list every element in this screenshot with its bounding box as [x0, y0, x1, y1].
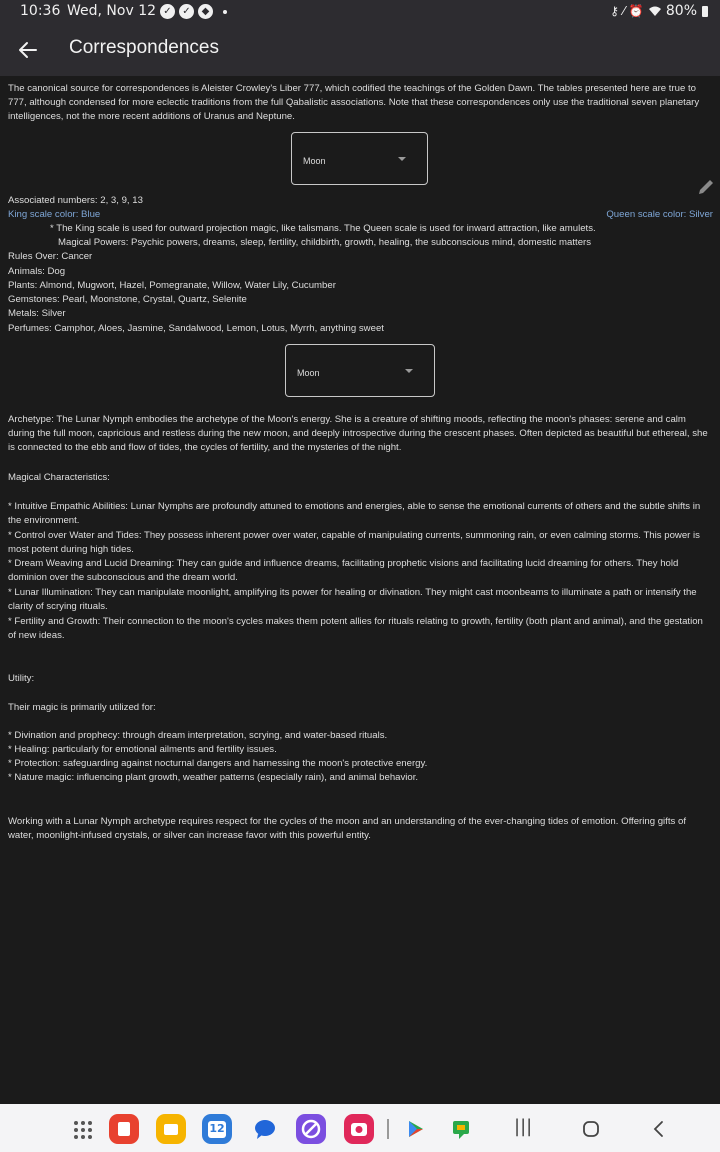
notes-app-icon[interactable] — [109, 1114, 139, 1144]
arrow-back-icon — [12, 34, 44, 66]
archetype-paragraph: Archetype: The Lunar Nymph embodies the archetype of the Moon's energy. She is a creature of shifting moods, reflecting the moon's phases: serene and calm during the full moon, capricious and restless during the new moon, and deeply introspective during the crescent phases. Often depicted as beautiful but ethereal, she is connected to the ebb and flow of tides, the cycles of fertility, and the mysteries of the night. — [8, 414, 708, 453]
utility-item: * Protection: safeguarding against nocturnal dangers and harnessing the moon's protective energy. — [8, 758, 428, 769]
check-circle-icon-2: ✓ — [179, 4, 194, 19]
closing-paragraph: Working with a Lunar Nymph archetype requires respect for the cycles of the moon and an understanding of the ever-changing tides of emotion. Offering gifts of water, moonlight-infused crystals, or silver can increase favor with this powerful entity. — [8, 816, 686, 841]
dropdown-arrow-icon — [405, 369, 413, 373]
calendar-date-badge: 12 — [209, 1122, 225, 1135]
characteristic-item: * Dream Weaving and Lucid Dreaming: They can guide and influence dreams, facilitating prophetic visions and facilitating lucid dreaming for others. They hold dominion over the subconscious and the dream world. — [8, 558, 679, 583]
utility-intro: Their magic is primarily utilized for: — [8, 702, 156, 713]
queen-scale-color[interactable]: Queen scale color: Silver — [606, 209, 713, 220]
mute-icon: ⁄ — [622, 4, 625, 18]
content-scroll-area[interactable] — [0, 76, 720, 1104]
status-date: Wed, Nov 12 — [67, 3, 157, 19]
taskbar — [0, 1104, 720, 1152]
rules-over: Rules Over: Cancer — [8, 251, 93, 262]
utility-heading: Utility: — [8, 673, 35, 684]
recent-apps-button[interactable]: ||| — [514, 1116, 533, 1137]
battery-percent: 80% — [665, 3, 697, 19]
characteristic-item: * Control over Water and Tides: They possess inherent power over water, capable of manipulating currents, summoning rain, or even calming storms. This power is most potent during high tides. — [8, 530, 700, 555]
pencil-icon — [696, 177, 716, 197]
chat-app-icon[interactable] — [446, 1114, 476, 1144]
edit-button[interactable] — [696, 177, 716, 197]
magical-characteristics-heading: Magical Characteristics: — [8, 472, 110, 483]
page-title: Correspondences — [69, 37, 219, 58]
alarm-icon: ⏰ — [628, 4, 644, 18]
animals: Animals: Dog — [8, 266, 66, 277]
camera-app-icon[interactable] — [344, 1114, 374, 1144]
app-bar — [0, 24, 720, 76]
battery-icon — [702, 6, 708, 17]
intro-paragraph: The canonical source for correspondences is Aleister Crowley's Liber 777, which codified the teachings of the Golden Dawn. The tables presented here are true to 777, although condensed for more eclectic traditions from the full Qabalistic associations. Note that these correspondences only use the traditional seven planetary intelligences, not the more recent additions of Uranus and Neptune. — [8, 83, 700, 122]
dropdown-arrow-icon — [398, 157, 406, 161]
perfumes: Perfumes: Camphor, Aloes, Jasmine, Sandalwood, Lemon, Lotus, Myrrh, anything sweet — [8, 323, 384, 334]
status-bar — [0, 0, 720, 24]
characteristic-item: * Intuitive Empathic Abilities: Lunar Nymphs are profoundly attuned to emotions and energies, able to sense the emotional currents of others and the subtle shifts in the environment. — [8, 501, 701, 526]
key-icon: ⚷ — [610, 4, 619, 18]
play-store-icon[interactable] — [400, 1114, 430, 1144]
shield-icon: ◆ — [198, 4, 213, 19]
associated-numbers: Associated numbers: 2, 3, 9, 13 — [8, 195, 143, 206]
dropdown-selected-value: Moon — [303, 156, 326, 166]
back-nav-button[interactable] — [652, 1120, 666, 1138]
utility-item: * Divination and prophecy: through dream interpretation, scrying, and water-based rituals. — [8, 730, 388, 741]
internet-app-icon[interactable] — [296, 1114, 326, 1144]
messages-app-icon[interactable] — [250, 1114, 280, 1144]
characteristic-item: * Fertility and Growth: Their connection to the moon's cycles makes them potent allies for rituals relating to growth, fertility (both plant and animal), and the gestation of new ideas. — [8, 616, 703, 641]
check-circle-icon: ✓ — [160, 4, 175, 19]
king-scale-color[interactable]: King scale color: Blue — [8, 209, 101, 220]
folder-app-icon[interactable] — [156, 1114, 186, 1144]
utility-item: * Nature magic: influencing plant growth, weather patterns (especially rain), and animal behavior. — [8, 772, 419, 783]
magical-powers: Magical Powers: Psychic powers, dreams, sleep, fertility, childbirth, growth, healing, the subconscious mind, domestic matters — [58, 237, 592, 248]
status-time: 10:36 — [20, 3, 61, 19]
system-icons — [610, 3, 708, 19]
app-drawer-icon[interactable] — [74, 1121, 92, 1139]
wifi-icon — [648, 5, 662, 17]
planet-dropdown-top[interactable] — [291, 132, 428, 185]
home-button[interactable] — [582, 1120, 600, 1138]
characteristic-item: * Lunar Illumination: They can manipulate moonlight, amplifying its power for healing or divination. They might cast moonbeams to illuminate a path or intensify the clarity of scrying rituals. — [8, 587, 697, 612]
utility-item: * Healing: particularly for emotional ailments and fertility issues. — [8, 744, 277, 755]
scale-note: * The King scale is used for outward projection magic, like talismans. The Queen scale is used for inward attraction, like amulets. — [50, 223, 596, 234]
calendar-app-icon[interactable] — [202, 1114, 232, 1144]
planet-dropdown-bottom[interactable] — [285, 344, 435, 397]
plants: Plants: Almond, Mugwort, Hazel, Pomegranate, Willow, Water Lily, Cucumber — [8, 280, 336, 291]
notification-icons — [160, 4, 227, 19]
gemstones: Gemstones: Pearl, Moonstone, Crystal, Quartz, Selenite — [8, 294, 247, 305]
back-button[interactable] — [12, 34, 44, 66]
metals: Metals: Silver — [8, 308, 66, 319]
dropdown-selected-value: Moon — [297, 368, 320, 378]
more-notifications-dot-icon — [223, 10, 227, 14]
taskbar-divider — [387, 1119, 389, 1139]
